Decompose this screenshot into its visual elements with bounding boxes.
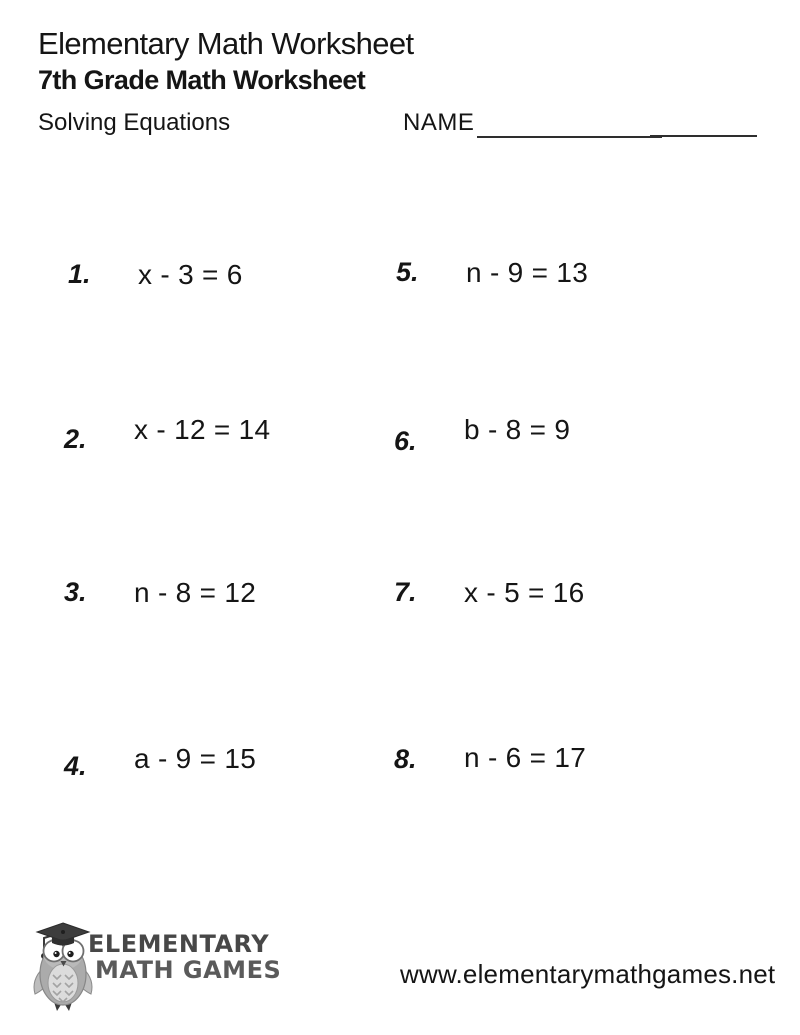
logo-line-2: MATH GAMES — [95, 956, 282, 985]
worksheet-subtitle-grade: 7th Grade Math Worksheet — [38, 65, 366, 95]
problem-number: 4. — [64, 751, 87, 781]
problem-number: 5. — [396, 257, 419, 287]
problem-equation: b - 8 = 9 — [464, 414, 571, 445]
problem-number: 3. — [64, 577, 87, 607]
problem-equation: x - 5 = 16 — [464, 577, 585, 608]
problem-3 — [64, 579, 256, 607]
name-input-line[interactable] — [477, 136, 662, 138]
problem-4 — [64, 743, 257, 781]
problem-2 — [64, 414, 271, 454]
problem-number: 8. — [394, 744, 417, 774]
problem-7 — [394, 579, 585, 607]
logo-wordmark — [88, 931, 281, 984]
name-input-line-2[interactable] — [650, 135, 757, 137]
problem-equation: n - 8 = 12 — [134, 577, 257, 608]
website-link[interactable]: www.elementarymathgames.net — [400, 959, 776, 989]
problem-5 — [396, 259, 588, 287]
owl-graduation-cap-icon — [30, 920, 96, 1012]
name-label: NAME — [403, 109, 475, 136]
problem-equation: n - 6 = 17 — [464, 742, 587, 773]
problem-equation: x - 12 = 14 — [134, 414, 271, 445]
problem-1 — [68, 261, 243, 289]
problem-equation: x - 3 = 6 — [138, 259, 243, 290]
problem-8 — [394, 744, 586, 772]
problem-number: 1. — [68, 259, 91, 289]
problem-equation: a - 9 = 15 — [134, 743, 257, 774]
problem-number: 6. — [394, 426, 417, 456]
problem-equation: n - 9 = 13 — [466, 257, 589, 288]
topic-title: Solving Equations — [38, 109, 231, 136]
logo-line-1: ELEMENTARY — [88, 930, 270, 958]
worksheet-title: Elementary Math Worksheet — [38, 26, 414, 61]
problem-number: 2. — [64, 424, 87, 454]
problem-number: 7. — [394, 577, 417, 607]
problem-6 — [394, 414, 571, 456]
